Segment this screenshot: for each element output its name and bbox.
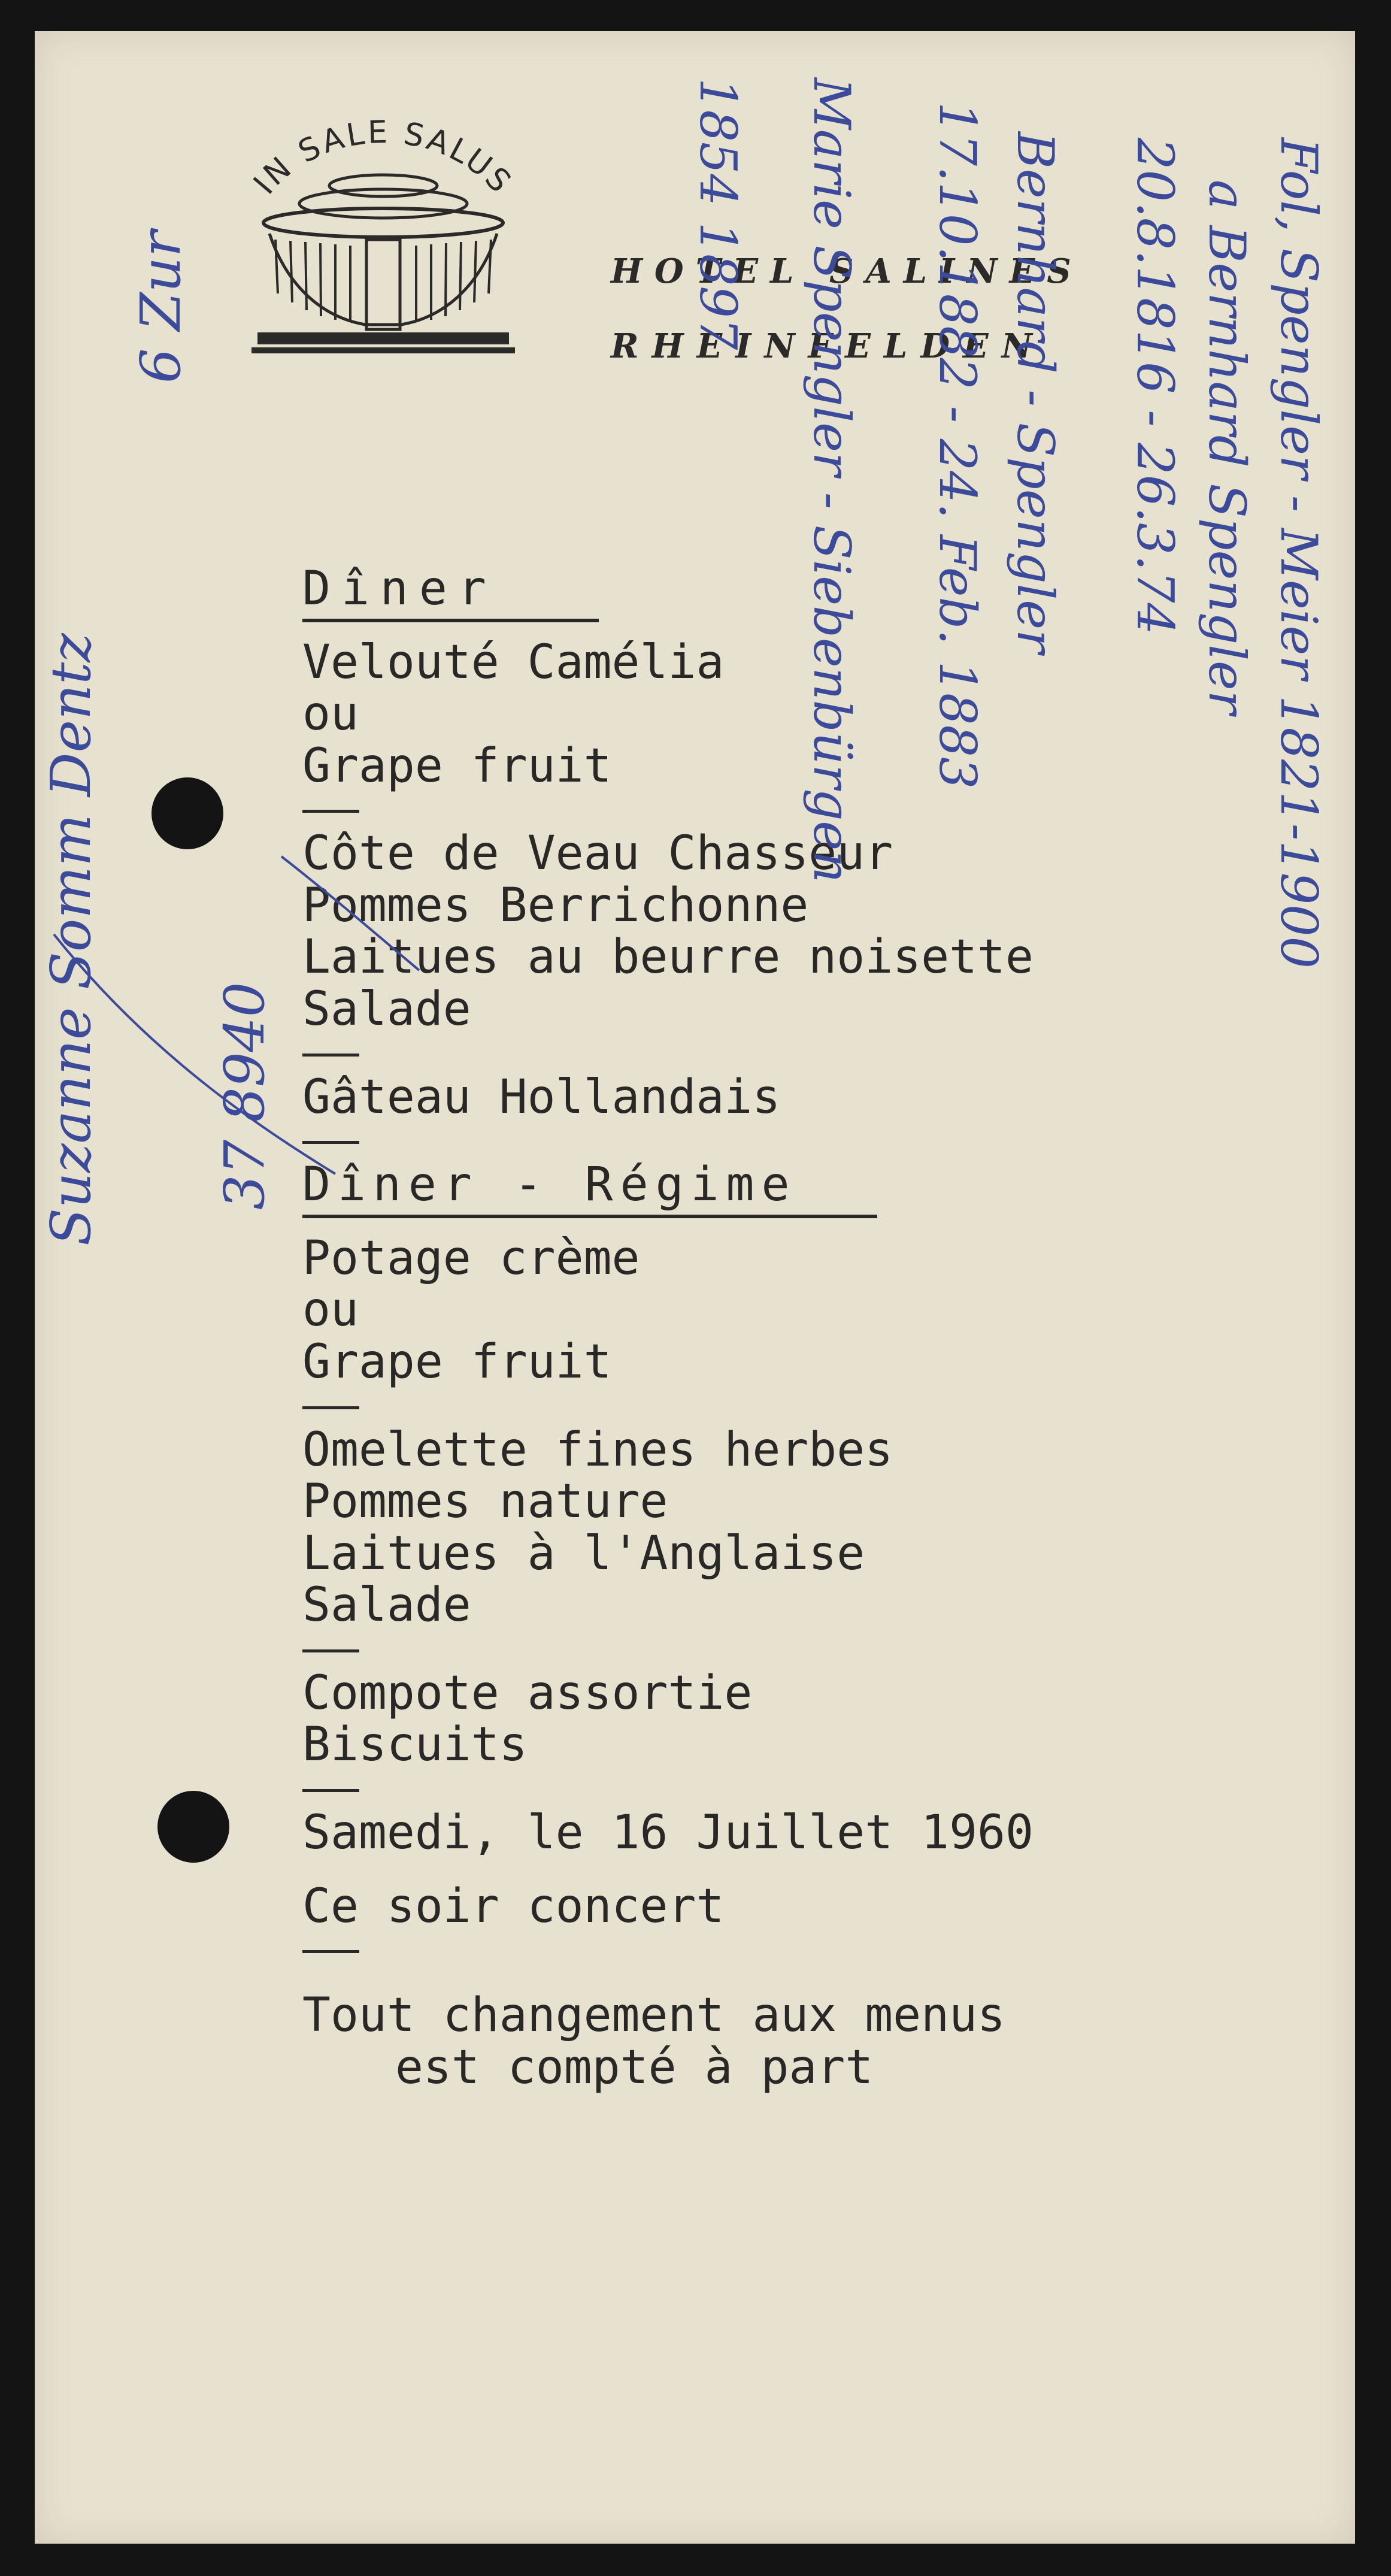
menu-item: Laitues au beurre noisette <box>302 930 1034 985</box>
course-separator <box>302 1631 1201 1667</box>
handwriting-line: Bernhard - Spengler <box>1006 132 1065 654</box>
menu-item: Laitues à l'Anglaise <box>302 1526 865 1581</box>
menu-item: Pommes Berrichonne <box>302 878 809 933</box>
menu-item: Grape fruit <box>302 738 612 793</box>
hotel-logo <box>216 90 551 377</box>
handwriting-line: Marie Spengler - Siebenbürgen <box>802 78 861 883</box>
title-underline <box>302 619 599 622</box>
menu-item: Salade <box>302 982 471 1037</box>
handwriting-line: 17.10.1882 - 24. Feb. 1883 <box>928 102 987 789</box>
regime-title: Dîner - Régime <box>302 1158 797 1212</box>
punch-hole <box>157 1791 229 1863</box>
handwriting-line: 6 Zur <box>129 231 193 383</box>
menu-item: Velouté Camélia <box>302 635 725 689</box>
note-line: est compté à part <box>395 2040 874 2094</box>
handwriting-line: 37 8940 <box>213 982 277 1210</box>
course-separator <box>302 792 1201 828</box>
note-line: Tout changement aux menus <box>302 1988 1005 2043</box>
course-separator <box>302 1036 1201 1071</box>
menu-text <box>302 563 1201 2093</box>
hotel-name: HOTEL SALINES <box>611 252 1083 291</box>
menu-item: Grape fruit <box>302 1334 612 1389</box>
date-line: Samedi, le 16 Juillet 1960 <box>302 1805 1034 1860</box>
menu-item: ou <box>302 687 359 741</box>
handwriting-line: 1854 1897 <box>689 78 747 350</box>
hotel-city: RHEINFELDEN <box>611 326 1045 366</box>
menu-item: ou <box>302 1283 359 1337</box>
menu-item: Biscuits <box>302 1718 528 1772</box>
course-separator <box>302 1388 1201 1424</box>
menu-item: Pommes nature <box>302 1475 668 1529</box>
handwriting-line: Fol, Spengler - Meier 1821-1900 <box>1269 138 1328 969</box>
handwriting-line: 20.8.1816 - 26.3.74 <box>1126 138 1184 635</box>
diner-title: Dîner <box>302 562 497 616</box>
concert-line: Ce soir concert <box>302 1879 725 1933</box>
handwriting-line: Suzanne Somm Dentz <box>39 633 103 1246</box>
menu-item: Omelette fines herbes <box>302 1422 893 1477</box>
course-separator <box>302 1932 1201 1968</box>
menu-item: Potage crème <box>302 1231 640 1285</box>
menu-item: Gâteau Hollandais <box>302 1070 781 1124</box>
logo-motto: IN SALE SALUS <box>247 114 519 201</box>
course-separator <box>302 1771 1201 1807</box>
menu-item: Côte de Veau Chasseur <box>302 827 893 881</box>
handwriting-line: a Bernhard Spengler <box>1198 180 1256 715</box>
punch-hole <box>151 777 223 849</box>
course-separator <box>302 1123 1201 1159</box>
menu-item: Salade <box>302 1578 471 1633</box>
title-underline <box>302 1215 877 1218</box>
menu-item: Compote assortie <box>302 1666 753 1720</box>
